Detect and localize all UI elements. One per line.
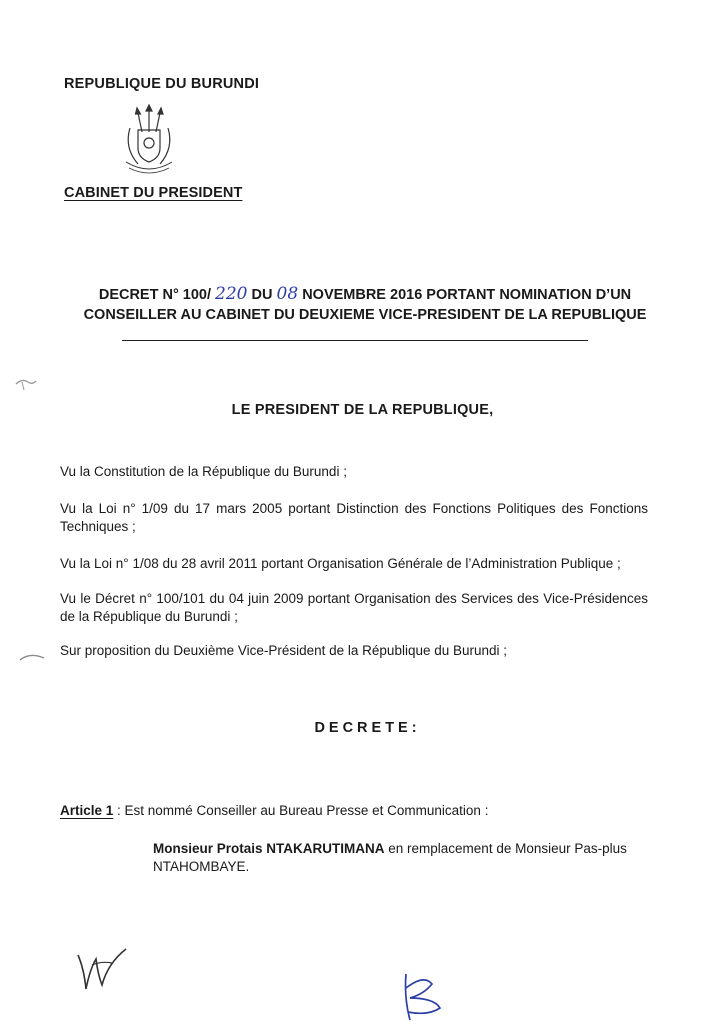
decree-day-handwritten: 08 bbox=[276, 284, 299, 304]
pen-mark-icon bbox=[12, 372, 42, 396]
decree-du: DU bbox=[251, 287, 273, 303]
article-1-text: : Est nommé Conseiller au Bureau Presse et Communication : bbox=[113, 803, 489, 818]
president-heading: LE PRESIDENT DE LA REPUBLIQUE, bbox=[231, 402, 494, 418]
visa-decret-2009: Vu le Décret n° 100/101 du 04 juin 2009 portant Organisation des Services des Vice-Présidences de la République du Burundi ; bbox=[60, 591, 648, 624]
handwritten-initials-icon bbox=[392, 968, 452, 1024]
decree-title bbox=[70, 284, 660, 325]
appointee-rest: en remplacement de Monsieur Pas-plus NTAHOMBAYE. bbox=[153, 841, 627, 874]
title-divider bbox=[122, 340, 588, 341]
visa-constitution: Vu la Constitution de la République du Burundi ; bbox=[60, 464, 347, 479]
coat-of-arms-icon bbox=[104, 102, 194, 182]
cabinet-heading: CABINET DU PRESIDENT bbox=[64, 185, 243, 201]
decree-title-line-2: CONSEILLER AU CABINET DU DEUXIEME VICE-PRESIDENT DE LA REPUBLIQUE bbox=[83, 307, 647, 323]
article-1 bbox=[60, 803, 488, 818]
decrete-heading: DECRETE: bbox=[314, 720, 421, 736]
visa-loi-2005: Vu la Loi n° 1/09 du 17 mars 2005 portant Distinction des Fonctions Politiques des Fonctions Techniques ; bbox=[60, 501, 648, 534]
visa-proposition: Sur proposition du Deuxième Vice-Président de la République du Burundi ; bbox=[60, 643, 508, 658]
decree-title-line-1 bbox=[70, 284, 660, 305]
decree-number-prefix: DECRET N° 100/ bbox=[98, 287, 212, 303]
republic-heading: REPUBLIQUE DU BURUNDI bbox=[64, 76, 260, 92]
decree-title-rest: NOVEMBRE 2016 PORTANT NOMINATION D’UN bbox=[302, 287, 632, 303]
article-1-label: Article 1 bbox=[60, 803, 114, 818]
visa-loi-2011: Vu la Loi n° 1/08 du 28 avril 2011 portant Organisation Générale de l’Administration Publique ; bbox=[60, 556, 621, 571]
appointee-paragraph bbox=[153, 840, 653, 876]
decree-number-handwritten: 220 bbox=[215, 284, 248, 304]
pen-mark-icon bbox=[18, 650, 48, 666]
handwritten-initials-icon bbox=[72, 945, 132, 995]
appointee-name: Monsieur Protais NTAKARUTIMANA bbox=[153, 841, 385, 856]
